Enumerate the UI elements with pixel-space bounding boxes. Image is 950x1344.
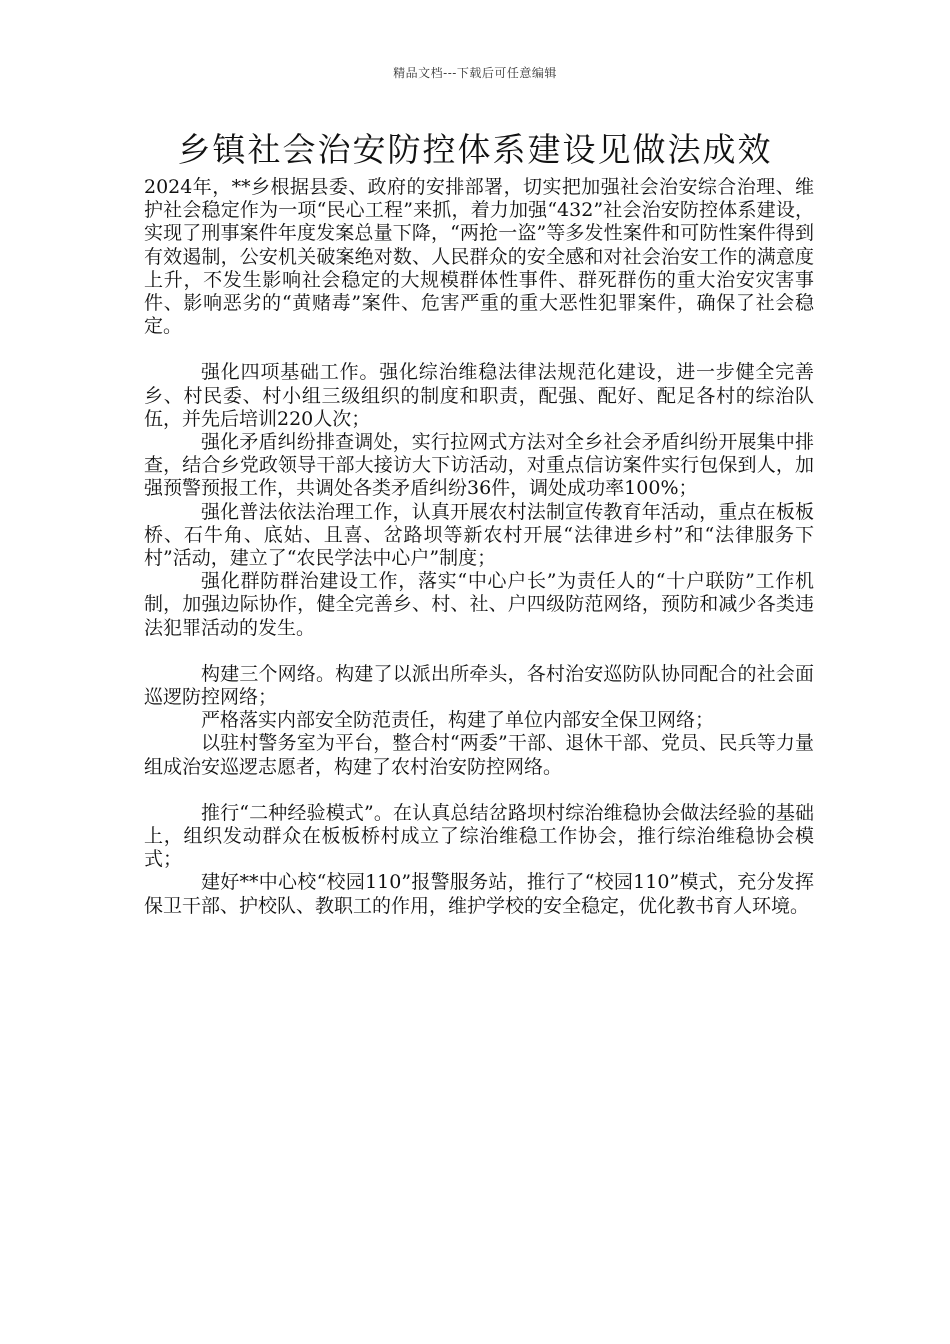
paragraph-gap bbox=[144, 779, 814, 802]
section2-paragraph-1: 构建三个网络。构建了以派出所牵头，各村治安巡防队协同配合的社会面巡逻防控网络； bbox=[144, 662, 814, 709]
paragraph-gap bbox=[144, 338, 814, 361]
section1-paragraph-2: 强化矛盾纠纷排查调处，实行拉网式方法对全乡社会矛盾纠纷开展集中排查，结合乡党政领导干部大接访大下访活动，对重点信访案件实行包保到人，加强预警预报工作，共调处各类矛盾纠纷36件，调处成功率100%； bbox=[144, 431, 814, 500]
document-title: 乡镇社会治安防控体系建设见做法成效 bbox=[177, 130, 773, 169]
section1-paragraph-4: 强化群防群治建设工作，落实“中心户长”为责任人的“十户联防”工作机制，加强边际协作，健全完善乡、村、社、户四级防范网络，预防和减少各类违法犯罪活动的发生。 bbox=[144, 570, 814, 639]
paragraph-gap bbox=[144, 640, 814, 663]
section3-paragraph-1: 推行“二种经验模式”。在认真总结岔路坝村综治维稳协会做法经验的基础上，组织发动群众在板板桥村成立了综治维稳工作协会，推行综治维稳协会模式； bbox=[144, 801, 814, 871]
document-body bbox=[144, 176, 814, 918]
section2-paragraph-3: 以驻村警务室为平台，整合村“两委”干部、退休干部、党员、民兵等力量组成治安巡逻志愿者，构建了农村治安防控网络。 bbox=[144, 732, 814, 778]
section3-paragraph-2: 建好**中心校“校园110”报警服务站，推行了“校园110”模式，充分发挥保卫干部、护校队、教职工的作用，维护学校的安全稳定，优化教书育人环境。 bbox=[144, 871, 814, 917]
section1-paragraph-1: 强化四项基础工作。强化综治维稳法律法规范化建设，进一步健全完善乡、村民委、村小组三级组织的制度和职责，配强、配好、配足各村的综治队伍，并先后培训220人次； bbox=[144, 361, 814, 430]
page-header: 精品文档---下载后可任意编辑 bbox=[393, 66, 557, 80]
intro-paragraph: 2024年，**乡根据县委、政府的安排部署，切实把加强社会治安综合治理、维护社会稳定作为一项“民心工程”来抓，着力加强“432”社会治安防控体系建设，实现了刑事案件年度发案总量下降，“两抢一盗”等多发性案件和可防性案件得到有效遏制，公安机关破案绝对数、人民群众的安全感和对社会治安工作的满意度上升，不发生影响社会稳定的大规模群体性事件、群死群伤的重大治安灾害事件、影响恶劣的“黄赌毒”案件、危害严重的重大恶性犯罪案件，确保了社会稳定。 bbox=[144, 176, 814, 338]
section1-paragraph-3: 强化普法依法治理工作，认真开展农村法制宣传教育年活动，重点在板板桥、石牛角、底姑、且喜、岔路坝等新农村开展“法律进乡村”和“法律服务下村”活动，建立了“农民学法中心户”制度； bbox=[144, 500, 814, 570]
section2-paragraph-2: 严格落实内部安全防范责任，构建了单位内部安全保卫网络； bbox=[201, 709, 715, 732]
